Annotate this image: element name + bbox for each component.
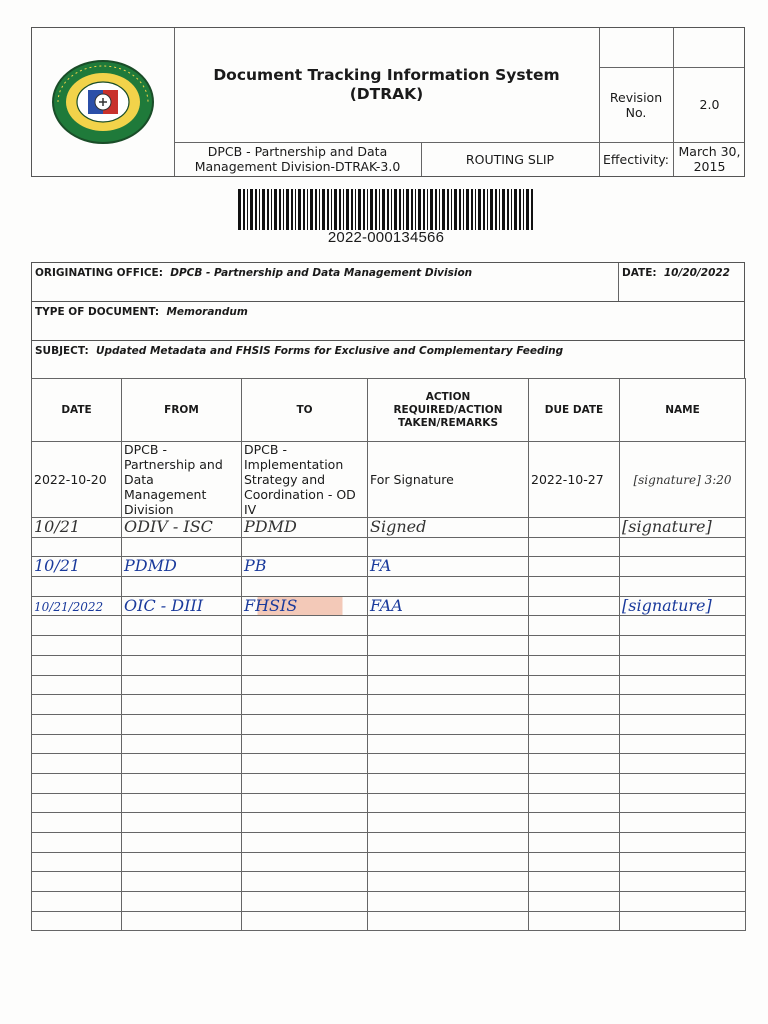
cell-name (620, 872, 746, 892)
subject-value: Updated Metadata and FHSIS Forms for Exclusive and Complementary Feeding (95, 345, 564, 357)
cell-from (122, 518, 242, 538)
document-header (31, 27, 745, 177)
cell-from (122, 852, 242, 872)
cell-due (529, 557, 620, 577)
division-name-line2: Management Division-DTRAK-3.0 (194, 159, 401, 174)
col-header-action: ACTION REQUIRED/ACTION TAKEN/REMARKS (368, 379, 529, 442)
cell-from (122, 577, 242, 597)
table-row (32, 911, 746, 931)
table-row (32, 813, 746, 833)
date-label: DATE: (622, 267, 657, 279)
cell-from (122, 675, 242, 695)
cell-due (529, 734, 620, 754)
cell-from (122, 833, 242, 853)
cell-name (620, 537, 746, 557)
cell-date (32, 577, 122, 597)
cell-to (242, 636, 368, 656)
barcode-bar (475, 189, 476, 230)
cell-from (122, 537, 242, 557)
cell-name (620, 636, 746, 656)
cell-date (32, 557, 122, 577)
barcode-bar (307, 189, 308, 230)
cell-from (122, 793, 242, 813)
handwritten-to: FHSIS (244, 595, 298, 615)
barcode-bar (519, 189, 521, 230)
barcode-bar (511, 189, 512, 230)
cell-action: For Signature (368, 442, 529, 518)
handwritten-from: OIC - DIII (124, 595, 204, 615)
document-type-label: TYPE OF DOCUMENT: (35, 306, 160, 318)
cell-date (32, 616, 122, 636)
cell-action (368, 557, 529, 577)
cell-action (368, 537, 529, 557)
document-type-value: Memorandum (166, 306, 248, 318)
cell-name (620, 557, 746, 577)
cell-to (242, 577, 368, 597)
cell-action (368, 852, 529, 872)
cell-due (529, 636, 620, 656)
table-row (32, 695, 746, 715)
cell-name (620, 793, 746, 813)
barcode-bar (286, 189, 289, 230)
cell-to (242, 754, 368, 774)
barcode-bar (255, 189, 257, 230)
cell-name (620, 714, 746, 734)
cell-date: 2022-10-20 (32, 442, 122, 518)
cell-action (368, 675, 529, 695)
handwritten-action: FA (370, 556, 392, 576)
cell-from (122, 714, 242, 734)
barcode-bar (459, 189, 461, 230)
originating-office-label: ORIGINATING OFFICE: (35, 267, 163, 279)
subject-row (31, 340, 745, 378)
barcode-bar (403, 189, 404, 230)
cell-from (122, 695, 242, 715)
cell-date (32, 892, 122, 912)
col-header-due-date: DUE DATE (529, 379, 620, 442)
cell-date (32, 714, 122, 734)
barcode-bar (415, 189, 416, 230)
cell-name (620, 596, 746, 616)
cell-due (529, 852, 620, 872)
barcode-bar (502, 189, 505, 230)
barcode-bar (355, 189, 356, 230)
barcode-bar (442, 189, 445, 230)
cell-name (620, 655, 746, 675)
barcode-bar (375, 189, 377, 230)
table-row (32, 773, 746, 793)
handwritten-date: 10/21/2022 (34, 599, 104, 614)
handwritten-from: ODIV - ISC (124, 516, 213, 536)
barcode-bar (259, 189, 260, 230)
barcode-bar (463, 189, 464, 230)
table-row (32, 636, 746, 656)
barcode-bar (487, 189, 488, 230)
handwritten-from: PDMD (124, 556, 177, 576)
cell-due (529, 813, 620, 833)
cell-to (242, 714, 368, 734)
barcode-bar (495, 189, 497, 230)
barcode-bar (343, 189, 344, 230)
table-row (32, 655, 746, 675)
cell-name (620, 616, 746, 636)
table-row (32, 754, 746, 774)
barcode-bar (507, 189, 509, 230)
cell-due (529, 577, 620, 597)
barcode-bar (351, 189, 353, 230)
cell-name (620, 892, 746, 912)
barcode-bar (418, 189, 421, 230)
cell-due (529, 773, 620, 793)
table-row (32, 616, 746, 636)
handwritten-to: PDMD (244, 516, 297, 536)
routing-slip-label: ROUTING SLIP (465, 151, 555, 167)
table-row (32, 557, 746, 577)
barcode-bar (454, 189, 457, 230)
barcode-bar (499, 189, 500, 230)
barcode-bar (298, 189, 301, 230)
cell-due (529, 596, 620, 616)
cell-action (368, 655, 529, 675)
revision-label: Revision No. (609, 89, 663, 120)
handwritten-name: [signature] (622, 516, 712, 536)
table-row (32, 518, 746, 538)
barcode-bar (399, 189, 401, 230)
handwritten-to: PB (244, 556, 267, 576)
col-header-to: TO (242, 379, 368, 442)
cell-date (32, 813, 122, 833)
cell-action (368, 577, 529, 597)
cell-due (529, 911, 620, 931)
system-title-acronym: (DTRAK) (349, 85, 424, 103)
cell-action (368, 872, 529, 892)
cell-from (122, 734, 242, 754)
cell-date (32, 793, 122, 813)
cell-due-date: 2022-10-27 (529, 442, 620, 518)
cell-to (242, 872, 368, 892)
cell-action (368, 754, 529, 774)
cell-due (529, 518, 620, 538)
barcode-bar (435, 189, 437, 230)
cell-from (122, 872, 242, 892)
cell-to (242, 557, 368, 577)
barcode-bar (490, 189, 493, 230)
table-row (32, 852, 746, 872)
cell-from (122, 911, 242, 931)
cell-to (242, 892, 368, 912)
system-title: Document Tracking Information System (213, 66, 560, 84)
barcode-bar (303, 189, 305, 230)
cell-action (368, 773, 529, 793)
barcode-bar (274, 189, 277, 230)
barcode-bar (526, 189, 529, 230)
barcode-bar (406, 189, 409, 230)
cell-action (368, 714, 529, 734)
cell-date (32, 655, 122, 675)
barcode-bar (471, 189, 473, 230)
barcode-bar (250, 189, 253, 230)
cell-to (242, 773, 368, 793)
cell-to (242, 793, 368, 813)
cell-from (122, 773, 242, 793)
cell-date (32, 537, 122, 557)
handwritten-signature: [signature] 3:20 (633, 473, 732, 487)
cell-due (529, 655, 620, 675)
tracking-barcode (236, 189, 536, 230)
cell-to (242, 695, 368, 715)
cell-from (122, 616, 242, 636)
cell-due (529, 872, 620, 892)
date-value: 10/20/2022 (663, 267, 730, 279)
cell-name (620, 911, 746, 931)
cell-date (32, 518, 122, 538)
cell-to (242, 596, 368, 616)
barcode-bar (391, 189, 392, 230)
cell-date (32, 734, 122, 754)
routing-table (31, 378, 746, 931)
col-header-from: FROM (122, 379, 242, 442)
handwritten-date: 10/21 (34, 516, 81, 536)
cell-date (32, 754, 122, 774)
cell-to (242, 852, 368, 872)
cell-name (620, 813, 746, 833)
barcode-bar (339, 189, 341, 230)
cell-action (368, 911, 529, 931)
cell-date (32, 695, 122, 715)
table-row (32, 892, 746, 912)
document-type-row (31, 301, 745, 340)
table-row (32, 596, 746, 616)
barcode-bar (271, 189, 272, 230)
table-row (32, 537, 746, 557)
tracking-number: 2022-000134566 (327, 229, 445, 246)
effectivity-year: 2015 (693, 159, 726, 174)
col-header-date: DATE (32, 379, 122, 442)
division-name: DPCB - Partnership and Data (207, 144, 388, 159)
cell-from: DPCB - Partnership and Data Management Division (122, 442, 242, 518)
cell-due (529, 714, 620, 734)
cell-action (368, 695, 529, 715)
table-row (32, 734, 746, 754)
effectivity-label: Effectivity: (603, 151, 669, 167)
handwritten-date: 10/21 (34, 556, 81, 576)
barcode-bar (310, 189, 313, 230)
barcode-bar (283, 189, 284, 230)
originating-office-value: DPCB - Partnership and Data Management Division (170, 267, 473, 279)
barcode-bar (295, 189, 296, 230)
barcode-bar (367, 189, 368, 230)
barcode-bar (514, 189, 517, 230)
barcode-bar (394, 189, 397, 230)
cell-name (620, 773, 746, 793)
cell-from (122, 754, 242, 774)
barcode-bar (279, 189, 281, 230)
cell-action (368, 734, 529, 754)
table-row (32, 793, 746, 813)
cell-due (529, 537, 620, 557)
barcode-bar (262, 189, 265, 230)
cell-action (368, 596, 529, 616)
cell-from (122, 655, 242, 675)
originating-office-row (31, 262, 745, 301)
cell-to (242, 675, 368, 695)
cell-to (242, 911, 368, 931)
cell-action (368, 813, 529, 833)
cell-due (529, 695, 620, 715)
cell-name (620, 754, 746, 774)
cell-to (242, 537, 368, 557)
cell-from (122, 636, 242, 656)
cell-from (122, 813, 242, 833)
cell-to (242, 813, 368, 833)
barcode-bar (346, 189, 349, 230)
cell-name (620, 675, 746, 695)
cell-due (529, 833, 620, 853)
cell-date (32, 596, 122, 616)
subject-label: SUBJECT: (35, 345, 89, 357)
cell-action (368, 892, 529, 912)
cell-to (242, 655, 368, 675)
cell-action (368, 518, 529, 538)
doh-seal-logo (32, 28, 174, 175)
barcode-bar (327, 189, 329, 230)
cell-to (242, 734, 368, 754)
cell-date (32, 675, 122, 695)
barcode-bar (483, 189, 485, 230)
cell-name (620, 518, 746, 538)
table-header-row (32, 379, 746, 442)
cell-from (122, 557, 242, 577)
barcode-bar (379, 189, 380, 230)
cell-due (529, 793, 620, 813)
table-row (32, 833, 746, 853)
barcode-bar (439, 189, 440, 230)
cell-date (32, 872, 122, 892)
barcode-bar (423, 189, 425, 230)
barcode-bar (411, 189, 413, 230)
table-row (32, 442, 746, 518)
cell-from (122, 596, 242, 616)
barcode-bar (243, 189, 245, 230)
barcode-bar (427, 189, 428, 230)
barcode-bar (358, 189, 361, 230)
cell-name (620, 577, 746, 597)
barcode-bar (447, 189, 449, 230)
cell-due (529, 892, 620, 912)
barcode-bar (451, 189, 452, 230)
cell-due (529, 754, 620, 774)
cell-date (32, 773, 122, 793)
cell-name-signature (620, 442, 746, 518)
cell-to (242, 518, 368, 538)
cell-date (32, 833, 122, 853)
barcode-bar (334, 189, 337, 230)
cell-to (242, 833, 368, 853)
cell-action (368, 616, 529, 636)
cell-date (32, 852, 122, 872)
cell-name (620, 852, 746, 872)
barcode-bar (319, 189, 320, 230)
col-header-name: NAME (620, 379, 746, 442)
cell-due (529, 616, 620, 636)
effectivity-date: March 30, (678, 144, 741, 159)
barcode-bar (382, 189, 385, 230)
cell-action (368, 793, 529, 813)
barcode-bar (291, 189, 293, 230)
barcode-bar (247, 189, 248, 230)
barcode-bar (370, 189, 373, 230)
revision-value: 2.0 (699, 97, 720, 112)
barcode-bar (523, 189, 524, 230)
cell-action (368, 636, 529, 656)
barcode-bar (363, 189, 365, 230)
cell-name (620, 833, 746, 853)
barcode-bar (322, 189, 325, 230)
barcode-bar (387, 189, 389, 230)
barcode-bar (315, 189, 317, 230)
barcode-bar (267, 189, 269, 230)
cell-due (529, 675, 620, 695)
table-row (32, 872, 746, 892)
cell-date (32, 911, 122, 931)
barcode-bar (331, 189, 332, 230)
barcode-bar (466, 189, 469, 230)
table-row (32, 577, 746, 597)
cell-date (32, 636, 122, 656)
cell-from (122, 892, 242, 912)
barcode-bar (478, 189, 481, 230)
barcode-bar (531, 189, 533, 230)
handwritten-action: Signed (370, 516, 427, 536)
table-row (32, 675, 746, 695)
table-row (32, 714, 746, 734)
barcode-bar (430, 189, 433, 230)
cell-action (368, 833, 529, 853)
cell-to (242, 616, 368, 636)
handwritten-name: [signature] (622, 595, 712, 615)
handwritten-action: FAA (370, 595, 403, 615)
barcode-bar (238, 189, 241, 230)
cell-name (620, 734, 746, 754)
cell-to: DPCB - Implementation Strategy and Coordination - OD IV (242, 442, 368, 518)
cell-name (620, 695, 746, 715)
